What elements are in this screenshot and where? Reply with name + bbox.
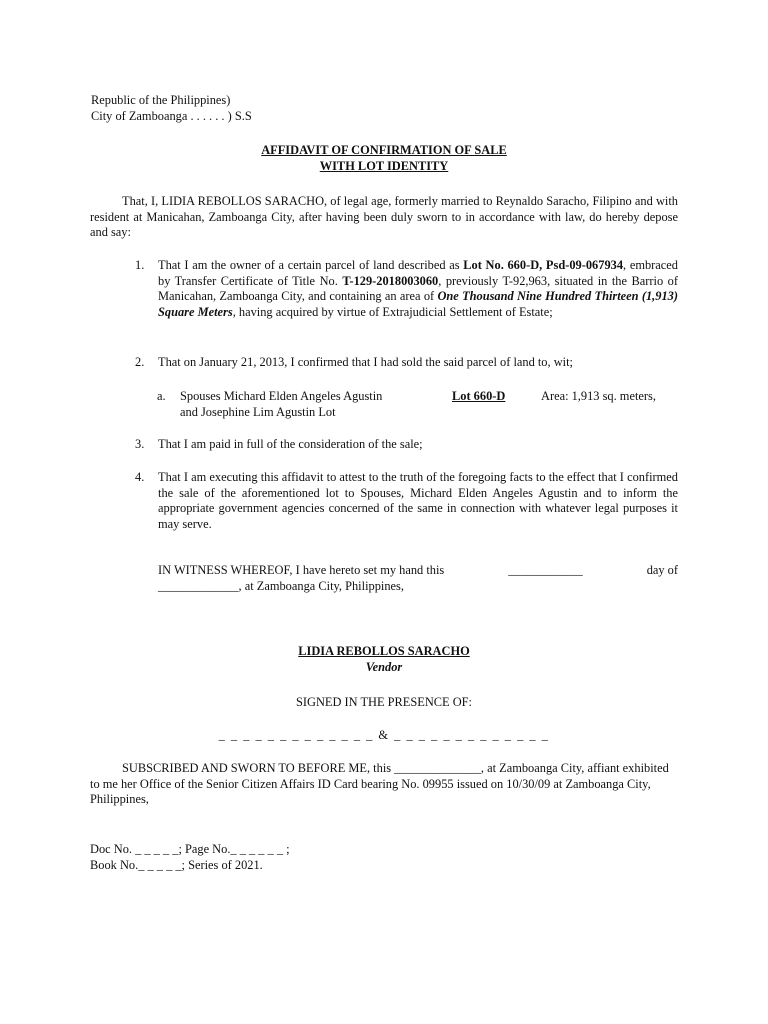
intro-paragraph: That, I, LIDIA REBOLLOS SARACHO, of legal age, formerly married to Reynaldo Saracho, Filipino and with resident at Manicahan, Zamboanga City, after having been duly sworn to in accordance with law, do hereby depose and say: (90, 194, 678, 239)
item-1-text-d: , having acquired by virtue of Extrajudicial Settlement of Estate; (232, 304, 553, 319)
witness-text-a: IN WITNESS WHEREOF, I have hereto set my hand this (158, 563, 445, 577)
item-1-area: One Thousand Nine Hundred Thirteen (1,913) Square Meters (158, 289, 678, 319)
vendor-role: Vendor (365, 660, 403, 674)
witness-line-1 (158, 563, 678, 579)
item-1-number: 1. (135, 258, 145, 272)
venue-block (91, 93, 252, 124)
vendor-name: LIDIA REBOLLOS SARACHO (298, 644, 470, 658)
item-1-tct: T-129-2018003060 (342, 273, 439, 288)
item-1-text-c: , previously T-92,963, situated in the Barrio of Manicahan, Zamboanga City, and containing an area of (158, 273, 678, 303)
witness-clause (158, 563, 678, 594)
title-line-1: AFFIDAVIT OF CONFIRMATION OF SALE (261, 143, 507, 157)
witness-text-b: day of (646, 563, 678, 577)
jurat-paragraph: SUBSCRIBED AND SWORN TO BEFORE ME, this ______________, at Zamboanga City, affiant exhibited to me her Office of the Senior Citizen Affairs ID Card bearing No. 09955 issued on 10/30/09 at Zamboanga City, Philippines, (90, 761, 669, 806)
item-3-text: That I am paid in full of the consideration of the sale; (158, 437, 423, 451)
signed-in-presence: SIGNED IN THE PRESENCE OF: (295, 695, 472, 709)
document-title (0, 143, 768, 174)
item-3-number: 3. (135, 437, 145, 451)
item-4-number: 4. (135, 470, 145, 484)
venue-line-1: Republic of the Philippines) (91, 93, 231, 107)
item-4-text: That I am executing this affidavit to attest to the truth of the foregoing facts to the effect that I confirmed the sale of the aforementioned lot to Spouses, Michard Elden Angeles Agustin and to inform the appropriate government agencies concerned of the same in connection with whatever legal purposes it may serve. (158, 470, 678, 531)
witness-signature-lines: _ _ _ _ _ _ _ _ _ _ _ _ _ & _ _ _ _ _ _ _ _ _ _ _ _ _ (218, 728, 550, 742)
item-1-text-a: That I am the owner of a certain parcel of land described as (158, 258, 464, 272)
item-1-text-b: , embraced by Transfer Certificate of Title No. (158, 258, 678, 288)
item-1 (135, 258, 678, 320)
sub-a-area: Area: 1,913 sq. meters, (541, 389, 656, 403)
item-1-text (158, 258, 678, 320)
item-3 (135, 437, 678, 453)
doc-page-number: Doc No. _ _ _ _ _; Page No._ _ _ _ _ _ ; (90, 842, 290, 856)
item-2-number: 2. (135, 355, 145, 369)
sub-a-label: a. (157, 389, 166, 403)
book-series-number: Book No._ _ _ _ _; Series of 2021. (90, 858, 263, 872)
witness-day-blank: ____________ (508, 563, 583, 577)
sub-a-buyers-line-1: Spouses Michard Elden Angeles Agustin (180, 389, 383, 403)
item-1-lot: Lot No. 660-D, Psd-09-067934 (463, 258, 624, 272)
sub-a-lot: Lot 660-D (452, 389, 506, 403)
sub-a-buyers-line-2: and Josephine Lim Agustin Lot (180, 404, 336, 419)
item-2 (135, 355, 678, 371)
item-2-text: That on January 21, 2013, I confirmed that I had sold the said parcel of land to, wit; (158, 355, 573, 369)
venue-line-2: City of Zamboanga . . . . . . ) S.S (91, 108, 252, 123)
witness-line-2: _____________, at Zamboanga City, Philippines, (158, 578, 404, 593)
item-4 (135, 470, 678, 532)
sub-a-buyers (180, 389, 440, 420)
title-line-2: WITH LOT IDENTITY (319, 158, 449, 173)
